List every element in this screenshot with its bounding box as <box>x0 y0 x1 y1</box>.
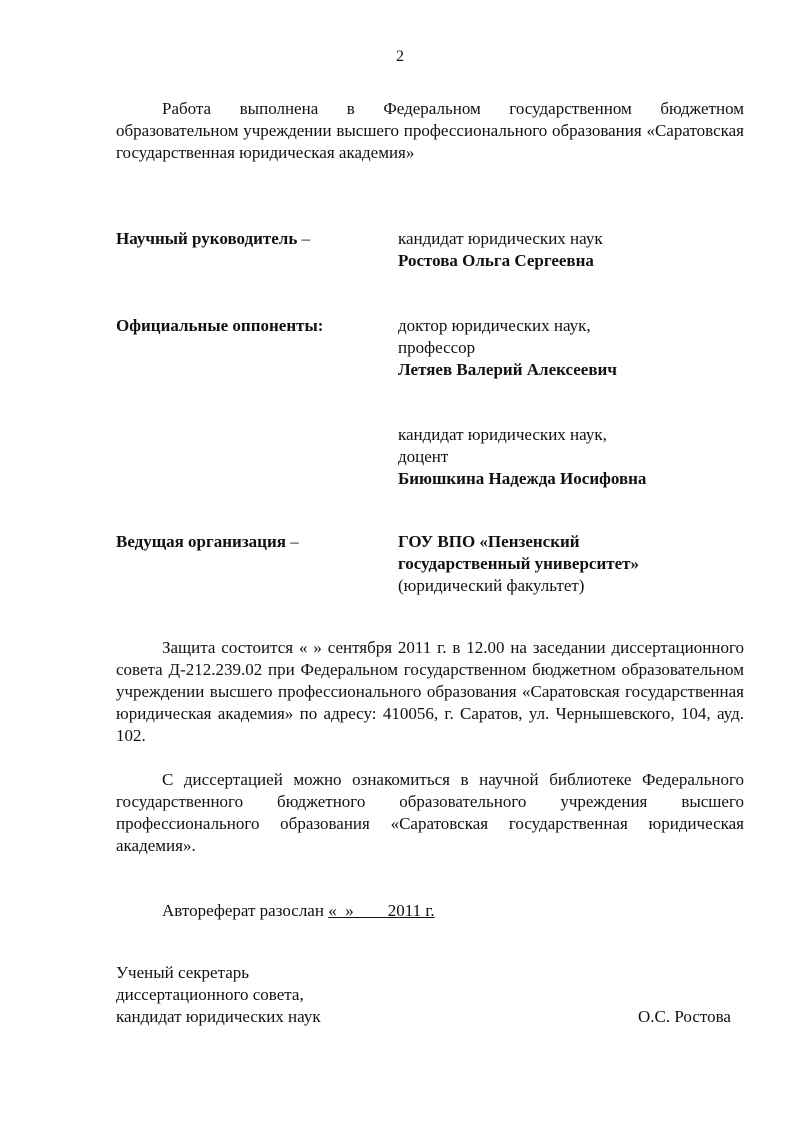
library-paragraph <box>116 769 744 857</box>
opponent-second-name: Биюшкина Надежда Иосифовна <box>398 469 647 488</box>
intro-text: Работа выполнена в Федеральном государственном бюджетном образовательном учреждении высшего профессионального образования «Саратовская государственная юридическая академия» <box>116 99 744 162</box>
sent-date: « » 2011 г. <box>328 901 435 920</box>
opponent-first-degree: доктор юридических наук, <box>398 316 591 335</box>
sent-line <box>162 900 435 922</box>
defense-paragraph <box>116 637 744 747</box>
secretary-line3: кандидат юридических наук <box>116 1007 321 1026</box>
opponent-first-title: профессор <box>398 338 476 357</box>
secretary-name: О.С. Ростова <box>638 1007 731 1026</box>
leading-org-label <box>116 531 299 553</box>
defense-text: Защита состоится « » сентября 2011 г. в 12.00 на заседании диссертационного совета Д-212.239.02 при Федеральном государственном бюджетном образовательном учреждении высшего профессионального образования «Саратовская государственная юридическая академия» по адресу: 410056, г. Саратов, ул. Чернышевского, 104, ауд. 102. <box>116 638 744 745</box>
opponent-second-title: доцент <box>398 447 449 466</box>
supervisor-name: Ростова Ольга Сергеевна <box>398 251 594 270</box>
opponent-second-degree: кандидат юридических наук, <box>398 425 607 444</box>
page-number: 2 <box>396 48 404 65</box>
supervisor-degree: кандидат юридических наук <box>398 229 603 248</box>
leading-org-line3: (юридический факультет) <box>398 576 585 595</box>
supervisor-dash: – <box>297 229 311 248</box>
leading-org-dash: – <box>285 532 299 551</box>
library-text: С диссертацией можно ознакомиться в научной библиотеке Федерального государственного бюджетного образовательного учреждения высшего профессионального образования «Саратовская государственная юридическая академия». <box>116 770 744 855</box>
opponent-first-name: Летяев Валерий Алексеевич <box>398 360 617 379</box>
opponent-second <box>398 424 758 490</box>
supervisor-label <box>116 228 310 250</box>
supervisor-label-text: Научный руководитель <box>116 229 298 248</box>
opponents-label: Официальные оппоненты: <box>116 316 324 335</box>
leading-org-label-text: Ведущая организация <box>116 532 286 551</box>
supervisor-info <box>398 228 758 272</box>
secretary-line1: Ученый секретарь <box>116 963 250 982</box>
secretary-block <box>116 962 321 1028</box>
leading-org-line1: ГОУ ВПО «Пензенский <box>398 532 580 551</box>
sent-prefix: Автореферат разослан <box>162 901 329 920</box>
intro-paragraph <box>116 98 744 164</box>
leading-org-line2: государственный университет» <box>398 554 639 573</box>
secretary-line2: диссертационного совета, <box>116 985 304 1004</box>
opponent-first <box>398 315 758 381</box>
leading-org-info <box>398 531 758 597</box>
